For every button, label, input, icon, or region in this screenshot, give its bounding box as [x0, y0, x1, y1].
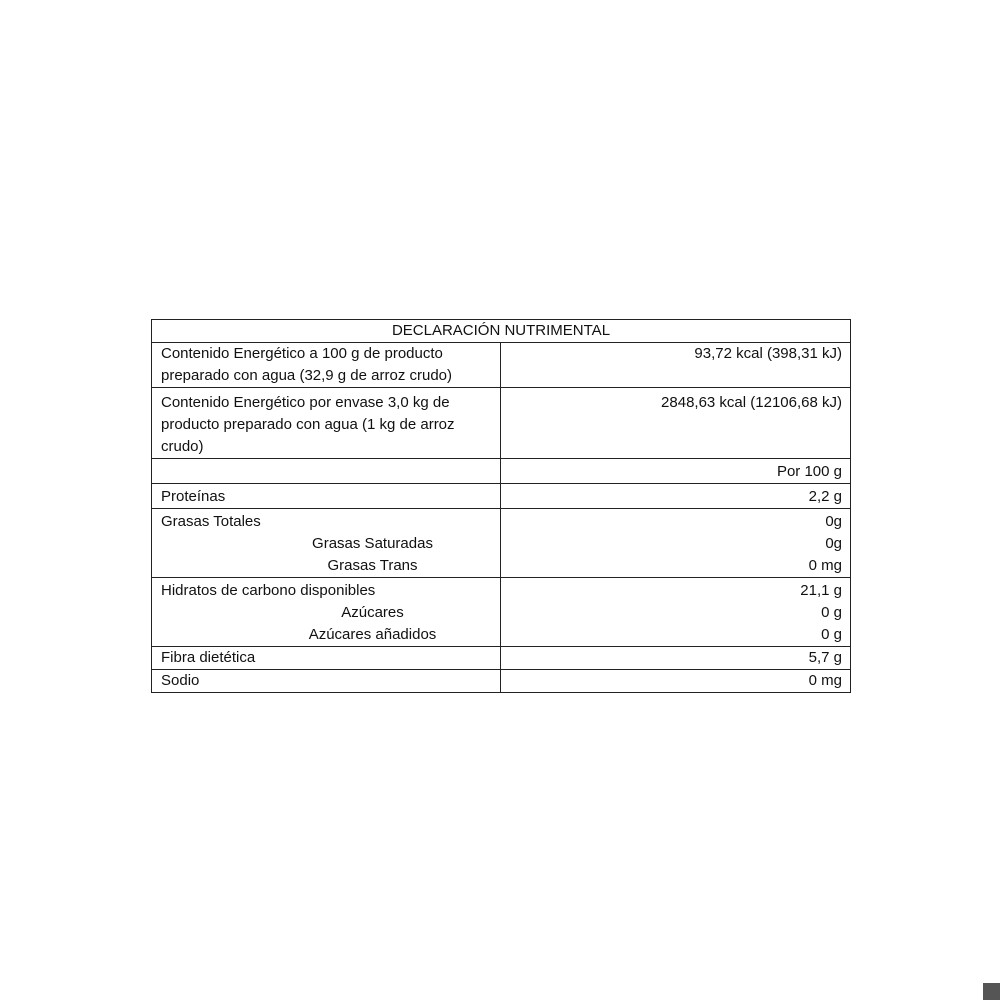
trans-fats-label: Grasas Trans	[327, 557, 418, 574]
added-sugars-label: Azúcares añadidos	[308, 626, 437, 643]
sugars-value: 0 g	[821, 604, 842, 621]
sodium-value: 0 mg	[501, 670, 851, 693]
trans-fats-value: 0 mg	[808, 557, 842, 574]
fats-label: Grasas Totales	[161, 513, 261, 530]
saturated-fats-value: 0g	[825, 535, 842, 552]
energy-100g-row	[152, 343, 851, 388]
carbs-label: Hidratos de carbono disponibles	[161, 582, 376, 599]
fiber-value: 5,7 g	[501, 647, 851, 670]
sodium-label: Sodio	[152, 670, 501, 693]
fats-value: 0g	[825, 513, 842, 530]
energy-package-row	[152, 388, 851, 459]
carbs-row	[152, 578, 851, 647]
fats-row	[152, 509, 851, 578]
fiber-label: Fibra dietética	[152, 647, 501, 670]
fats-values-cell	[501, 509, 851, 578]
corner-mark	[983, 983, 1000, 1000]
per-100g-header-row	[152, 459, 851, 484]
title-row	[152, 320, 851, 343]
sugars-label: Azúcares	[341, 604, 404, 621]
energy-package-value: 2848,63 kcal (12106,68 kJ)	[501, 388, 851, 459]
carbs-values-cell	[501, 578, 851, 647]
fats-cell	[152, 509, 501, 578]
added-sugars-value: 0 g	[821, 626, 842, 643]
saturated-fats-label: Grasas Saturadas	[312, 535, 433, 552]
fiber-row	[152, 647, 851, 670]
proteins-row	[152, 484, 851, 509]
table-title: DECLARACIÓN NUTRIMENTAL	[152, 320, 851, 343]
proteins-label: Proteínas	[152, 484, 501, 509]
carbs-cell	[152, 578, 501, 647]
energy-100g-label: Contenido Energético a 100 g de producto preparado con agua (32,9 g de arroz crudo)	[152, 343, 501, 388]
per-100g-header-label	[152, 459, 501, 484]
sodium-row	[152, 670, 851, 693]
energy-100g-value: 93,72 kcal (398,31 kJ)	[501, 343, 851, 388]
proteins-value: 2,2 g	[501, 484, 851, 509]
per-100g-header-value: Por 100 g	[501, 459, 851, 484]
energy-package-label: Contenido Energético por envase 3,0 kg de producto preparado con agua (1 kg de arroz crudo)	[152, 388, 501, 459]
nutrition-table	[151, 319, 851, 693]
carbs-value: 21,1 g	[800, 582, 842, 599]
